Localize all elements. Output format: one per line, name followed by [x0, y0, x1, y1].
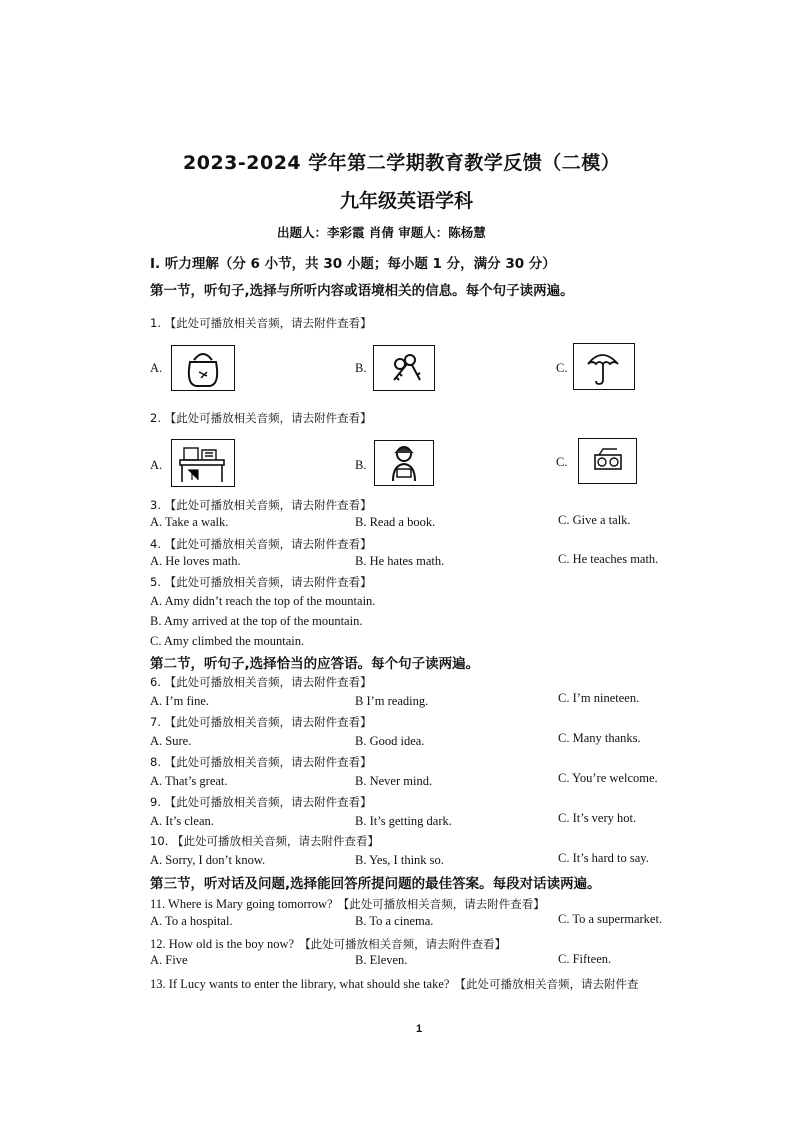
question-6 [150, 674, 372, 690]
audio-note: 【此处可播放相关音频，请去附件查 [454, 977, 639, 991]
option-8c: C. You’re welcome. [558, 771, 658, 785]
question-number: 6. [150, 675, 161, 689]
question-8 [150, 754, 372, 770]
option-2a-label: A. [150, 458, 163, 472]
option-4c: C. He teaches math. [558, 552, 659, 566]
option-4b: B. He hates math. [355, 554, 445, 568]
option-6a: A. I’m fine. [150, 694, 210, 708]
audio-note: 【此处可播放相关音频，请去附件查看】 [164, 715, 372, 729]
question-number: 4. [150, 537, 161, 551]
question-13 [150, 973, 639, 992]
question-number: 2. [150, 411, 161, 425]
question-number: 8. [150, 755, 161, 769]
option-9c: C. It’s very hot. [558, 811, 637, 825]
question-number: 9. [150, 795, 161, 809]
option-2b-label: B. [355, 458, 367, 472]
option-5a: A. Amy didn’t reach the top of the mountain. [150, 594, 376, 608]
option-7c: C. Many thanks. [558, 731, 641, 745]
question-text: 12. How old is the boy now? [150, 937, 295, 951]
question-4 [150, 536, 372, 552]
question-3 [150, 497, 372, 513]
question-number: 3. [150, 498, 161, 512]
authors-line: 出题人：李彩霞 肖倩 审题人：陈杨慧 [277, 225, 486, 240]
option-8b: B. Never mind. [355, 774, 433, 788]
section-1-heading: 第一节，听句子,选择与所听内容或语境相关的信息。每个句子读两遍。 [150, 283, 574, 299]
option-3c: C. Give a talk. [558, 513, 631, 527]
audio-note: 【此处可播放相关音频，请去附件查看】 [164, 575, 372, 589]
option-10c: C. It’s hard to say. [558, 851, 649, 865]
option-8a: A. That’s great. [150, 774, 228, 788]
audio-note: 【此处可播放相关音频，请去附件查看】 [164, 316, 372, 330]
option-1b-image [373, 345, 435, 391]
option-11a: A. To a hospital. [150, 914, 233, 928]
option-4a: A. He loves math. [150, 554, 241, 568]
option-12b: B. Eleven. [355, 953, 408, 967]
option-3a: A. Take a walk. [150, 515, 229, 529]
audio-note: 【此处可播放相关音频，请去附件查看】 [164, 755, 372, 769]
question-text: 13. If Lucy wants to enter the library, what should she take? [150, 977, 450, 991]
option-6c: C. I’m nineteen. [558, 691, 640, 705]
page-title: 2023-2024 学年第二学期教育教学反馈（二模） [183, 152, 621, 174]
question-number: 10. [150, 834, 169, 848]
option-1b-label: B. [355, 361, 367, 375]
page-subtitle: 九年级英语学科 [340, 190, 474, 212]
option-11b: B. To a cinema. [355, 914, 434, 928]
question-text: 11. Where is Mary going tomorrow? [150, 897, 333, 911]
question-1 [150, 315, 372, 331]
bag-icon [172, 346, 234, 390]
question-number: 1. [150, 316, 161, 330]
section-2-heading: 第二节，听句子,选择恰当的应答语。每个句子读两遍。 [150, 656, 480, 672]
option-9b: B. It’s getting dark. [355, 814, 452, 828]
audio-note: 【此处可播放相关音频，请去附件查看】 [171, 834, 379, 848]
radio-icon [579, 439, 636, 483]
keys-icon [374, 346, 434, 390]
option-10a: A. Sorry, I don’t know. [150, 853, 266, 867]
option-1a-label: A. [150, 361, 163, 375]
page-number: 1 [416, 1023, 423, 1035]
option-2c-image [578, 438, 637, 484]
option-2a-image [171, 439, 235, 487]
audio-note: 【此处可播放相关音频，请去附件查看】 [164, 675, 372, 689]
question-10 [150, 833, 379, 849]
audio-note: 【此处可播放相关音频，请去附件查看】 [299, 937, 507, 951]
part-heading: I. 听力理解（分 6 小节，共 30 小题；每小题 1 分，满分 30 分） [150, 256, 556, 272]
question-12 [150, 933, 506, 952]
umbrella-icon [574, 344, 634, 389]
option-1c-image [573, 343, 635, 390]
option-1c-label: C. [556, 361, 568, 375]
option-12c: C. Fifteen. [558, 952, 612, 966]
option-11c: C. To a supermarket. [558, 912, 663, 926]
person-icon [375, 441, 433, 485]
option-2c-label: C. [556, 455, 568, 469]
option-5c: C. Amy climbed the mountain. [150, 634, 305, 648]
option-9a: A. It’s clean. [150, 814, 214, 828]
audio-note: 【此处可播放相关音频，请去附件查看】 [164, 795, 372, 809]
audio-note: 【此处可播放相关音频，请去附件查看】 [164, 411, 372, 425]
section-3-heading: 第三节，听对话及问题,选择能回答所提问题的最佳答案。每段对话读两遍。 [150, 876, 601, 892]
option-10b: B. Yes, I think so. [355, 853, 444, 867]
question-2 [150, 410, 372, 426]
question-7 [150, 714, 372, 730]
option-5b: B. Amy arrived at the top of the mountain. [150, 614, 363, 628]
question-number: 5. [150, 575, 161, 589]
option-7b: B. Good idea. [355, 734, 425, 748]
question-9 [150, 794, 372, 810]
option-6b: B I’m reading. [355, 694, 429, 708]
option-12a: A. Five [150, 953, 188, 967]
audio-note: 【此处可播放相关音频，请去附件查看】 [164, 498, 372, 512]
audio-note: 【此处可播放相关音频，请去附件查看】 [337, 897, 545, 911]
option-1a-image [171, 345, 235, 391]
question-11 [150, 893, 545, 912]
option-3b: B. Read a book. [355, 515, 436, 529]
audio-note: 【此处可播放相关音频，请去附件查看】 [164, 537, 372, 551]
question-5 [150, 574, 372, 590]
question-number: 7. [150, 715, 161, 729]
option-2b-image [374, 440, 434, 486]
desk-icon [172, 440, 234, 486]
option-7a: A. Sure. [150, 734, 192, 748]
